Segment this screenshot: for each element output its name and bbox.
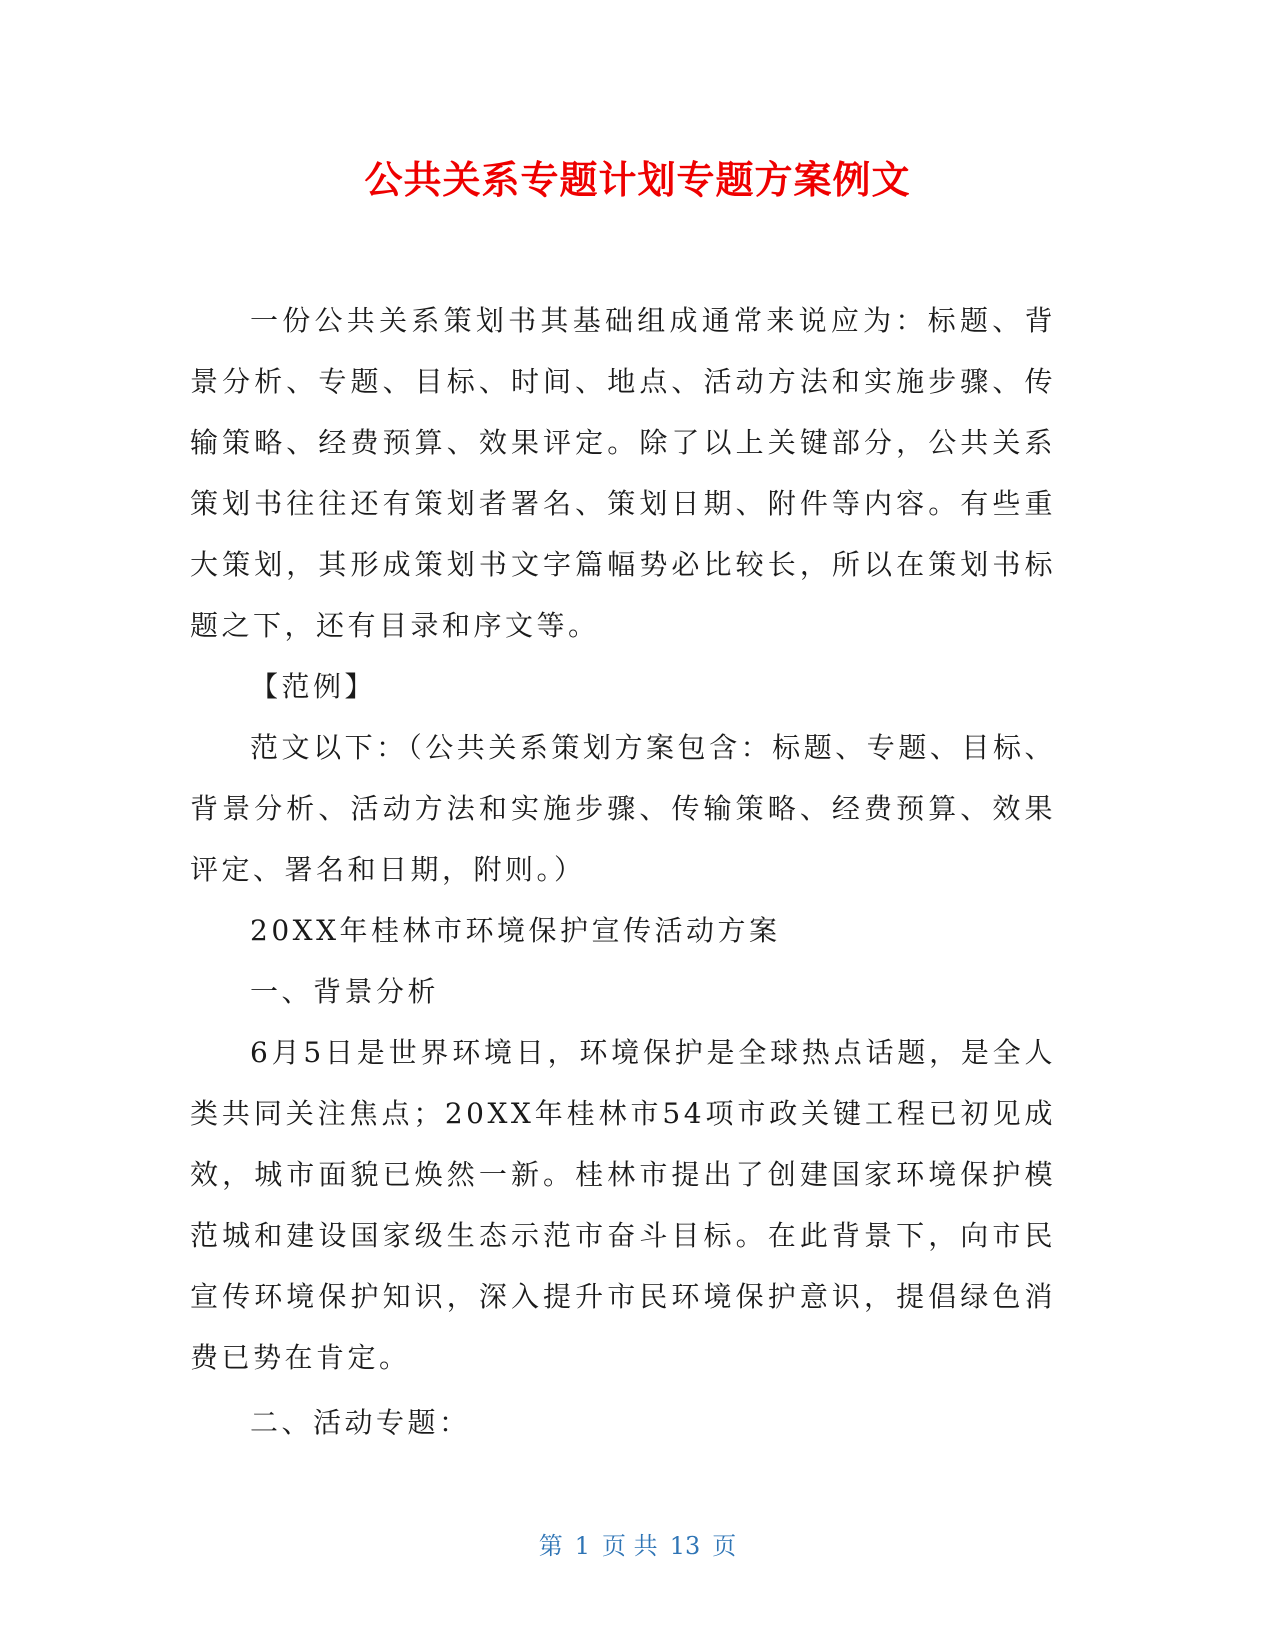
intro-paragraph: 一份公共关系策划书其基础组成通常来说应为：标题、背景分析、专题、目标、时间、地点、活动方法和实施步骤、传输策略、经费预算、效果评定。除了以上关键部分，公共关系策划书往往还有策划者署名、策划日期、附件等内容。有些重大策划，其形成策划书文字篇幅势必比较长，所以在策划书标题之下，还有目录和序文等。 [190, 304, 1056, 642]
example-description-paragraph: 范文以下：（公共关系策划方案包含：标题、专题、目标、背景分析、活动方法和实施步骤、传输策略、经费预算、效果评定、署名和日期，附则。） [190, 731, 1056, 886]
background-paragraph: 6月5日是世界环境日，环境保护是全球热点话题，是全人类共同关注焦点；20XX年桂林市54项市政关键工程已初见成效，城市面貌已焕然一新。桂林市提出了创建国家环境保护模范城和建设国家级生态示范市奋斗目标。在此背景下，向市民宣传环境保护知识，深入提升市民环境保护意识，提倡绿色消费已势在肯定。 [190, 1036, 1056, 1374]
document-title: 公共关系专题计划专题方案例文 [364, 158, 911, 202]
example-heading: 【范例】 [250, 670, 377, 703]
footer-page-number: 1 [574, 1532, 591, 1560]
footer-prefix: 第 [538, 1532, 563, 1560]
footer-suffix: 页 [712, 1532, 737, 1560]
document-body [190, 290, 1056, 1453]
section-heading-activity-theme: 二、活动专题： [250, 1406, 471, 1439]
section-heading-background: 一、背景分析 [250, 975, 440, 1008]
plan-title: 20XX年桂林市环境保护宣传活动方案 [250, 914, 781, 947]
page-footer [0, 1530, 1275, 1562]
footer-middle: 页 共 [602, 1532, 658, 1560]
footer-total-pages: 13 [669, 1532, 701, 1560]
